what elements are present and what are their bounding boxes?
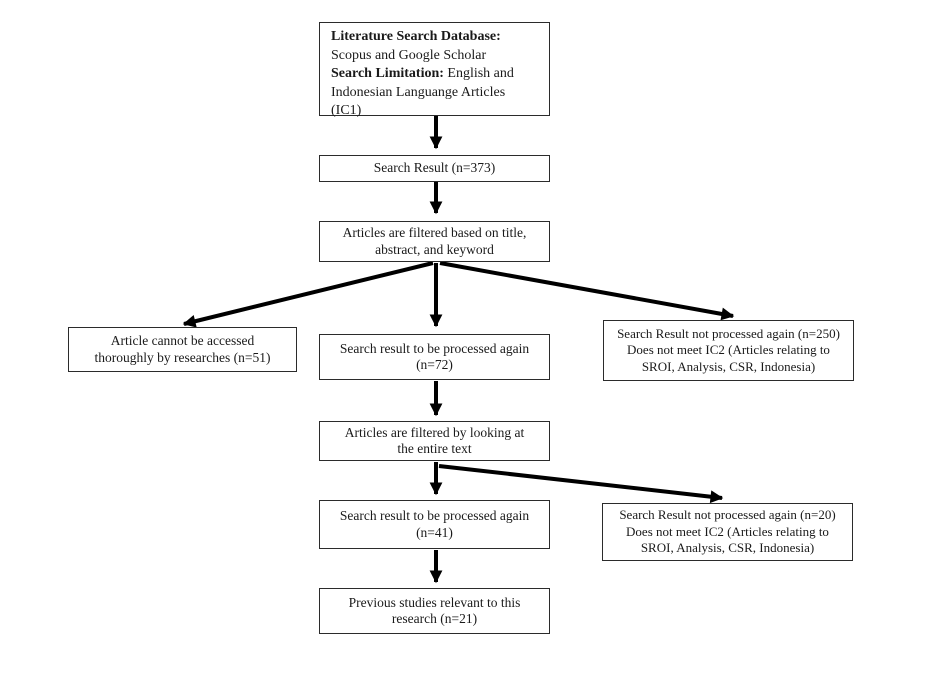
source-limitation-value: English and Indonesian Languange Articles (IC1) (331, 66, 514, 118)
excluded-1-line1: Search Result not processed again (n=250) (617, 325, 840, 341)
box-excluded-1 (603, 320, 854, 381)
source-database-line (331, 28, 538, 47)
box-process-again-1 (319, 334, 550, 380)
box-literature-source (319, 22, 550, 116)
source-limitation-label: Search Limitation: (331, 66, 444, 81)
excluded-2-line1: Search Result not processed again (n=20) (619, 507, 836, 523)
excluded-1-line3: SROI, Analysis, CSR, Indonesia) (641, 358, 816, 374)
final-result-line1: Previous studies relevant to this (348, 594, 521, 610)
box-process-again-2 (319, 500, 550, 549)
excluded-1-line2: Does not meet IC2 (Articles relating to (627, 342, 830, 358)
process-again-2-line1: Search result to be processed again (339, 508, 530, 523)
filter-fulltext-line2: the entire text (397, 441, 472, 456)
arrow-filtertitle-to-excluded1 (440, 263, 733, 316)
box-filter-title (319, 221, 550, 262)
excluded-2-line2: Does not meet IC2 (Articles relating to (626, 523, 829, 539)
box-not-accessed (68, 327, 297, 372)
source-database-value: Scopus and Google Scholar (331, 47, 487, 63)
process-again-1-line1: Search result to be processed again (339, 340, 530, 356)
box-excluded-2 (602, 503, 853, 561)
excluded-2-line3: SROI, Analysis, CSR, Indonesia) (640, 540, 815, 556)
process-again-1-line2: (n=72) (416, 357, 453, 372)
process-again-2-line2: (n=41) (416, 524, 453, 540)
source-database-label: Literature Search Database: (331, 29, 501, 44)
box-filter-fulltext (319, 421, 550, 461)
final-result-line2: research (n=21) (391, 611, 478, 626)
not-accessed-line1: Article cannot be accessed (110, 333, 255, 348)
source-limitation-line (331, 65, 538, 121)
filter-fulltext-line1: Articles are filtered by looking at (344, 424, 525, 440)
box-search-result (319, 155, 550, 182)
arrow-filtertitle-to-notaccessed (184, 263, 433, 324)
box-final-result (319, 588, 550, 634)
filter-title-line1: Articles are filtered based on title, (342, 225, 527, 240)
not-accessed-line2: thoroughly by researches (n=51) (94, 349, 271, 365)
search-result-text: Search Result (n=373) (373, 160, 496, 176)
arrow-filterfulltext-to-excluded2 (439, 466, 722, 498)
filter-title-line2: abstract, and keyword (375, 241, 494, 257)
